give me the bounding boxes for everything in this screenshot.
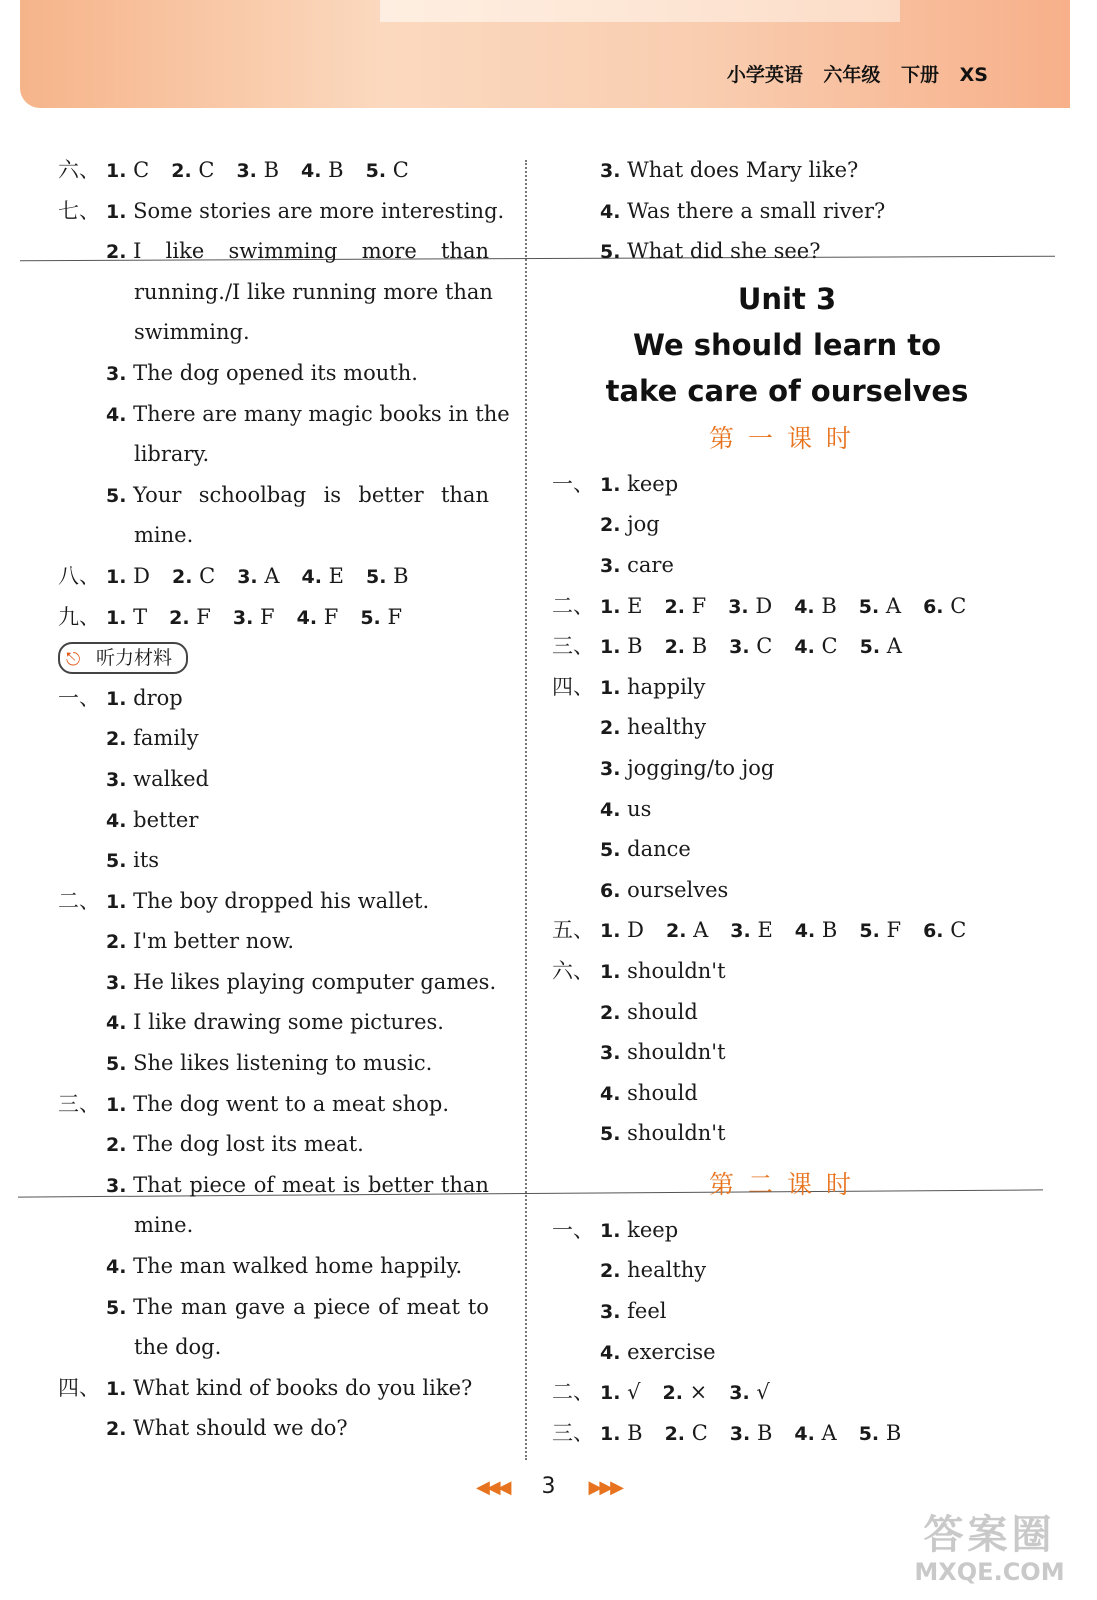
section-marker: 七、 (58, 198, 100, 223)
answer-pair: 5. C (365, 158, 409, 182)
answer-pair: 3. A (237, 563, 280, 588)
answer-pair: 2. C (171, 158, 215, 182)
answer-row-san-4: 4. The man walked home happily. (106, 1254, 463, 1279)
answer-pair: 2. C (171, 563, 216, 588)
answer-pair: 2. × (662, 1380, 708, 1405)
answer-pair: 2. F (664, 593, 707, 618)
answer-row-r-liu-3: 3. shouldn't (600, 1040, 726, 1065)
answer-pair: 3. B (236, 158, 280, 182)
answer-pair: 2. A (665, 918, 709, 943)
arrow-left-icon: ◀◀◀ (475, 1477, 509, 1498)
answer-pair: 3. E (730, 918, 773, 943)
answer-row-r-liu-1: 六、 1. shouldn't (552, 951, 1022, 992)
answer-pair: 3. D (728, 593, 773, 618)
answer-row-r-yi-2: 2. jog (600, 512, 660, 537)
lesson-2-title: 第二课时 (708, 1169, 865, 1199)
answer-row-yi-4: 4. better (106, 807, 199, 832)
unit-title-line: We should learn to (633, 327, 941, 362)
answer-row-er-4: 4. I like drawing some pictures. (106, 1010, 444, 1035)
right-column (552, 150, 1022, 1453)
answer-row-san-5 (58, 1287, 503, 1328)
answer-pair: 2. F (169, 604, 211, 629)
answer-row-san-3 (58, 1165, 503, 1206)
answer-pair: 1. D (600, 918, 644, 943)
answer-row-r-si-4: 4. us (600, 796, 652, 821)
section-marker: 六、 (552, 958, 594, 983)
answer-continuation: mine. (134, 523, 194, 548)
answer-pair: 5. F (360, 604, 403, 629)
listening-tag-row (58, 637, 503, 678)
watermark-logo (902, 1512, 1077, 1592)
answer-row-qi-4: 4. There are many magic books in the (106, 401, 510, 426)
answer-row-jiu (58, 597, 503, 638)
answer-row-r2-yi-2: 2. healthy (600, 1258, 707, 1283)
answer-row-liu (58, 150, 503, 191)
answer-pair: 5. A (859, 634, 902, 659)
answer-row-qi-1: 七、 1. Some stories are more interesting. (58, 191, 503, 232)
answer-pair: 2. B (664, 634, 708, 659)
answer-pair: 4. A (794, 1420, 837, 1445)
answer-pair: 5. B (858, 1420, 902, 1445)
answer-pair: 5. A (858, 593, 902, 618)
answer-row-r2-er (552, 1372, 1022, 1413)
headphones-icon: ⎋ (66, 649, 81, 671)
answer-row-qi-5 (58, 475, 503, 516)
watermark-cn: 答案圈 (923, 1512, 1056, 1558)
answer-pair: 1. D (106, 563, 150, 588)
answer-pair: 6. C (923, 593, 967, 618)
answer-pair: 1. B (600, 634, 643, 659)
column-divider (525, 160, 527, 1460)
answer-text: Some stories are more interesting. (133, 198, 505, 223)
answer-continuation: swimming. (134, 320, 250, 345)
answer-pair: 1. C (106, 158, 150, 182)
section-marker: 四、 (58, 1375, 100, 1400)
page-footer (0, 1474, 1097, 1499)
section-marker: 一、 (552, 471, 594, 496)
answer-pair: 5. F (859, 918, 902, 943)
section-marker: 二、 (58, 888, 100, 913)
answer-pair: 1. √ (600, 1380, 641, 1405)
answer-row-r-si-3: 3. jogging/to jog (600, 755, 775, 780)
answer-row-r2-yi-3: 3. feel (600, 1299, 667, 1324)
section-marker: 四、 (552, 674, 594, 699)
answer-pair: 2. C (664, 1420, 708, 1445)
answer-row-ba (58, 556, 503, 597)
arrow-right-icon: ▶▶▶ (588, 1477, 622, 1498)
section-marker: 二、 (552, 593, 594, 618)
answer-row-r-si-2: 2. healthy (600, 715, 707, 740)
answer-row-qi-2 (58, 231, 503, 272)
answer-row-er-5: 5. She likes listening to music. (106, 1051, 433, 1076)
answer-row-yi-5: 5. its (106, 848, 160, 873)
header-decoration (380, 0, 900, 22)
section-marker: 一、 (552, 1217, 594, 1242)
answer-continuation: mine. (134, 1213, 194, 1238)
answer-row-r-liu-4: 4. should (600, 1080, 698, 1105)
answer-pair: 4. C (794, 634, 838, 659)
lesson-1-title: 第一课时 (708, 423, 865, 453)
left-column (58, 150, 510, 1449)
answer-row-si-1: 四、 1. What kind of books do you like? (58, 1368, 503, 1409)
answer-row-r2-yi-4: 4. exercise (600, 1339, 716, 1364)
answer-row-er-2: 2. I'm better now. (106, 929, 295, 954)
answer-continuation: running./I like running more than (134, 279, 493, 304)
answer-row-si-2: 2. What should we do? (106, 1416, 348, 1441)
page-header (20, 0, 1070, 108)
justified-line: 5. Your schoolbag is better than (106, 482, 489, 507)
unit-heading (552, 276, 1022, 414)
section-marker: 五、 (552, 918, 594, 943)
answer-row-er-3: 3. He likes playing computer games. (106, 969, 497, 994)
answer-continuation: library. (134, 442, 210, 467)
justified-line: 5. The man gave a piece of meat to (106, 1294, 489, 1319)
answer-row-r-liu-2: 2. should (600, 999, 698, 1024)
answer-row-r-wu (552, 910, 1022, 951)
section-marker: 九、 (58, 604, 100, 629)
answer-pair: 4. B (301, 158, 344, 182)
answer-row-cont-4: 4. Was there a small river? (600, 198, 886, 223)
answer-pair: 1. T (106, 604, 148, 629)
answer-row-cont-3: 3. What does Mary like? (600, 158, 859, 182)
answer-pair: 4. B (794, 918, 838, 943)
answer-pair: 3. B (729, 1420, 773, 1445)
listening-materials-tag: ⎋ 听力材料 (58, 642, 188, 674)
page-number: 3 (541, 1474, 556, 1499)
answer-row-r-liu-5: 5. shouldn't (600, 1121, 726, 1146)
answer-row-qi-3: 3. The dog opened its mouth. (106, 360, 418, 385)
answer-row-yi-3: 3. walked (106, 766, 209, 791)
section-marker: 三、 (552, 634, 594, 659)
answer-pair: 3. F (232, 604, 275, 629)
answer-row-er-1: 二、 1. The boy dropped his wallet. (58, 881, 503, 922)
section-marker: 三、 (58, 1091, 100, 1116)
answer-continuation: the dog. (134, 1335, 222, 1360)
answer-pair: 6. C (923, 918, 967, 943)
answer-pair: 1. E (600, 593, 643, 618)
section-marker: 三、 (552, 1420, 594, 1445)
answer-row-r-si-5: 5. dance (600, 837, 691, 862)
answer-row-r-er (552, 586, 1022, 627)
answer-row-r-san (552, 626, 1022, 667)
answer-row-r-yi-1: 一、 1. keep (552, 464, 1022, 505)
section-marker: 二、 (552, 1380, 594, 1405)
justified-line: 3. That piece of meat is better than (106, 1172, 489, 1197)
section-marker: 一、 (58, 685, 100, 710)
book-title: 小学英语 六年级 下册 XS (726, 64, 988, 86)
justified-line: 2. I like swimming more than (106, 239, 489, 264)
answer-row-san-1: 三、 1. The dog went to a meat shop. (58, 1084, 503, 1125)
answer-row-r-yi-3: 3. care (600, 552, 674, 577)
answer-row-r2-yi-1: 一、 1. keep (552, 1210, 1022, 1251)
answer-row-r2-san (552, 1413, 1022, 1454)
section-marker: 六、 (58, 158, 100, 182)
answer-pair: 3. √ (729, 1380, 770, 1405)
answer-pair: 4. B (794, 593, 837, 618)
answer-row-r-si-1: 四、 1. happily (552, 667, 1022, 708)
answer-pair: 1. B (600, 1420, 643, 1445)
unit-number: Unit 3 (737, 281, 837, 316)
answer-row-yi-2: 2. family (106, 726, 199, 751)
answer-row-cont-5: 5. What did she see? (600, 239, 821, 264)
answer-row-san-2: 2. The dog lost its meat. (106, 1132, 364, 1157)
unit-title-line: take care of ourselves (605, 373, 969, 408)
answer-pair: 4. E (301, 563, 344, 588)
watermark-en: MXQE.COM (914, 1558, 1065, 1586)
answer-pair: 4. F (296, 604, 339, 629)
answer-pair: 3. C (729, 634, 773, 659)
answer-row-r-si-6: 6. ourselves (600, 877, 729, 902)
answer-row-yi-1: 一、 1. drop (58, 678, 503, 719)
section-marker: 八、 (58, 563, 100, 588)
answer-pair: 5. B (366, 563, 409, 588)
